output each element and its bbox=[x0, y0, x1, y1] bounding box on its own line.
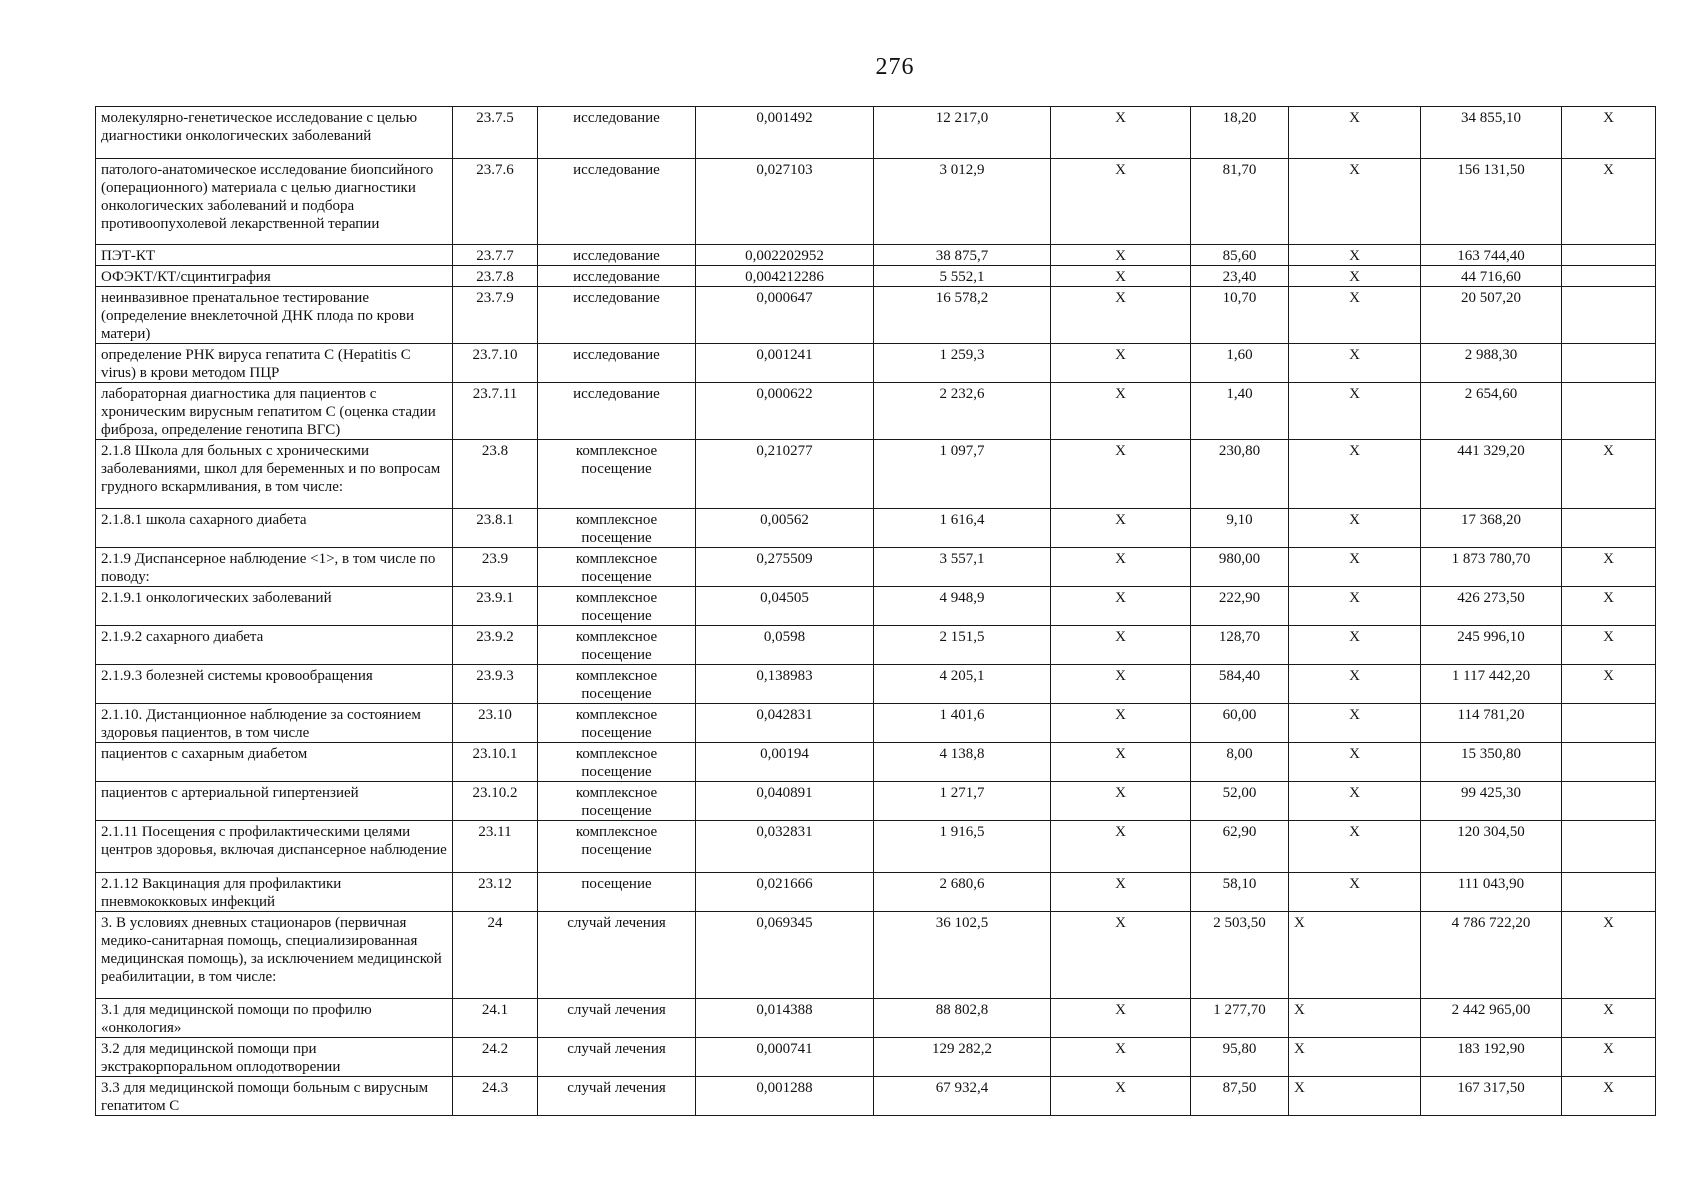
row-col9: 163 744,40 bbox=[1421, 245, 1562, 266]
row-col9: 111 043,90 bbox=[1421, 873, 1562, 912]
row-col6: X bbox=[1051, 743, 1191, 782]
row-col8: X bbox=[1289, 383, 1421, 440]
row-col8: X bbox=[1289, 782, 1421, 821]
row-col10 bbox=[1562, 344, 1656, 383]
row-col10: X bbox=[1562, 626, 1656, 665]
row-col6: X bbox=[1051, 912, 1191, 999]
row-col7: 81,70 bbox=[1191, 159, 1289, 245]
row-unit: посещение bbox=[538, 873, 696, 912]
row-col8: X bbox=[1289, 912, 1421, 999]
row-norm: 0,001288 bbox=[696, 1077, 874, 1116]
row-cost: 4 138,8 bbox=[874, 743, 1051, 782]
row-unit: случай лечения bbox=[538, 999, 696, 1038]
row-col6: X bbox=[1051, 509, 1191, 548]
row-col6: X bbox=[1051, 587, 1191, 626]
row-unit: исследование bbox=[538, 266, 696, 287]
row-cost: 67 932,4 bbox=[874, 1077, 1051, 1116]
row-col6: X bbox=[1051, 266, 1191, 287]
row-col7: 980,00 bbox=[1191, 548, 1289, 587]
row-col8: X bbox=[1289, 287, 1421, 344]
row-unit: исследование bbox=[538, 383, 696, 440]
table-row bbox=[96, 344, 1656, 383]
row-col7: 85,60 bbox=[1191, 245, 1289, 266]
row-col8: X bbox=[1289, 821, 1421, 873]
row-col10 bbox=[1562, 287, 1656, 344]
row-name: 2.1.8 Школа для больных с хроническими заболеваниями, школ для беременных и по вопросам грудного вскармливания, в том числе: bbox=[96, 440, 453, 509]
row-name: 3.3 для медицинской помощи больным с вирусным гепатитом С bbox=[96, 1077, 453, 1116]
row-col6: X bbox=[1051, 704, 1191, 743]
table-row bbox=[96, 999, 1656, 1038]
page-number: 276 bbox=[875, 54, 915, 80]
row-unit: исследование bbox=[538, 245, 696, 266]
row-col8: X bbox=[1289, 704, 1421, 743]
row-code: 24.2 bbox=[453, 1038, 538, 1077]
row-col9: 245 996,10 bbox=[1421, 626, 1562, 665]
row-code: 23.7.5 bbox=[453, 107, 538, 159]
row-col8: X bbox=[1289, 344, 1421, 383]
table-row bbox=[96, 626, 1656, 665]
row-name: 3.1 для медицинской помощи по профилю «онкология» bbox=[96, 999, 453, 1038]
table-row bbox=[96, 548, 1656, 587]
row-name: ОФЭКТ/КТ/сцинтиграфия bbox=[96, 266, 453, 287]
row-name: 2.1.9.1 онкологических заболеваний bbox=[96, 587, 453, 626]
row-unit: случай лечения bbox=[538, 912, 696, 999]
row-name: 2.1.9.3 болезней системы кровообращения bbox=[96, 665, 453, 704]
row-name: пациентов с артериальной гипертензией bbox=[96, 782, 453, 821]
row-col8: X bbox=[1289, 1077, 1421, 1116]
row-col9: 167 317,50 bbox=[1421, 1077, 1562, 1116]
row-cost: 2 151,5 bbox=[874, 626, 1051, 665]
row-norm: 0,210277 bbox=[696, 440, 874, 509]
row-unit: комплексное посещение bbox=[538, 821, 696, 873]
row-col9: 114 781,20 bbox=[1421, 704, 1562, 743]
row-unit: комплексное посещение bbox=[538, 782, 696, 821]
row-col9: 441 329,20 bbox=[1421, 440, 1562, 509]
table-row bbox=[96, 704, 1656, 743]
row-code: 24.3 bbox=[453, 1077, 538, 1116]
row-unit: комплексное посещение bbox=[538, 587, 696, 626]
row-unit: комплексное посещение bbox=[538, 665, 696, 704]
row-code: 23.10.2 bbox=[453, 782, 538, 821]
row-col6: X bbox=[1051, 287, 1191, 344]
row-unit: случай лечения bbox=[538, 1038, 696, 1077]
row-col7: 87,50 bbox=[1191, 1077, 1289, 1116]
row-col7: 128,70 bbox=[1191, 626, 1289, 665]
row-col10: X bbox=[1562, 1038, 1656, 1077]
row-col6: X bbox=[1051, 665, 1191, 704]
row-norm: 0,014388 bbox=[696, 999, 874, 1038]
row-col9: 20 507,20 bbox=[1421, 287, 1562, 344]
row-norm: 0,069345 bbox=[696, 912, 874, 999]
row-col9: 99 425,30 bbox=[1421, 782, 1562, 821]
row-cost: 1 271,7 bbox=[874, 782, 1051, 821]
row-col7: 18,20 bbox=[1191, 107, 1289, 159]
table-row bbox=[96, 1077, 1656, 1116]
row-col7: 58,10 bbox=[1191, 873, 1289, 912]
row-col9: 2 654,60 bbox=[1421, 383, 1562, 440]
row-col7: 95,80 bbox=[1191, 1038, 1289, 1077]
row-norm: 0,0598 bbox=[696, 626, 874, 665]
row-col8: X bbox=[1289, 548, 1421, 587]
table-row bbox=[96, 266, 1656, 287]
table-row bbox=[96, 782, 1656, 821]
row-name: 3.2 для медицинской помощи при экстракорпоральном оплодотворении bbox=[96, 1038, 453, 1077]
row-col6: X bbox=[1051, 821, 1191, 873]
row-col6: X bbox=[1051, 1077, 1191, 1116]
row-col8: X bbox=[1289, 999, 1421, 1038]
row-col10 bbox=[1562, 873, 1656, 912]
row-cost: 5 552,1 bbox=[874, 266, 1051, 287]
row-col8: X bbox=[1289, 665, 1421, 704]
norms-table bbox=[95, 106, 1656, 1116]
row-col9: 2 442 965,00 bbox=[1421, 999, 1562, 1038]
row-col10: X bbox=[1562, 107, 1656, 159]
row-col6: X bbox=[1051, 999, 1191, 1038]
row-col8: X bbox=[1289, 440, 1421, 509]
row-col8: X bbox=[1289, 159, 1421, 245]
row-col6: X bbox=[1051, 383, 1191, 440]
row-unit: комплексное посещение bbox=[538, 548, 696, 587]
row-name: 2.1.12 Вакцинация для профилактики пневмококковых инфекций bbox=[96, 873, 453, 912]
row-code: 23.9.1 bbox=[453, 587, 538, 626]
row-col7: 9,10 bbox=[1191, 509, 1289, 548]
row-name: 2.1.9 Диспансерное наблюдение <1>, в том числе по поводу: bbox=[96, 548, 453, 587]
row-col8: X bbox=[1289, 1038, 1421, 1077]
row-col7: 222,90 bbox=[1191, 587, 1289, 626]
row-col7: 1,40 bbox=[1191, 383, 1289, 440]
row-code: 23.8.1 bbox=[453, 509, 538, 548]
row-name: лабораторная диагностика для пациентов с хроническим вирусным гепатитом С (оценка стадии фиброза, определение генотипа ВГС) bbox=[96, 383, 453, 440]
row-code: 24.1 bbox=[453, 999, 538, 1038]
row-code: 23.7.11 bbox=[453, 383, 538, 440]
row-col9: 44 716,60 bbox=[1421, 266, 1562, 287]
row-col9: 34 855,10 bbox=[1421, 107, 1562, 159]
row-norm: 0,000741 bbox=[696, 1038, 874, 1077]
row-unit: исследование bbox=[538, 159, 696, 245]
table-row bbox=[96, 383, 1656, 440]
row-col8: X bbox=[1289, 107, 1421, 159]
row-col10: X bbox=[1562, 912, 1656, 999]
row-code: 23.9 bbox=[453, 548, 538, 587]
row-norm: 0,042831 bbox=[696, 704, 874, 743]
row-name: патолого-анатомическое исследование биопсийного (операционного) материала с целью диагностики онкологических заболеваний и подбора противоопухолевой лекарственной терапии bbox=[96, 159, 453, 245]
row-cost: 3 557,1 bbox=[874, 548, 1051, 587]
row-col7: 1 277,70 bbox=[1191, 999, 1289, 1038]
row-norm: 0,021666 bbox=[696, 873, 874, 912]
row-unit: комплексное посещение bbox=[538, 704, 696, 743]
row-unit: исследование bbox=[538, 107, 696, 159]
row-col7: 60,00 bbox=[1191, 704, 1289, 743]
row-col7: 8,00 bbox=[1191, 743, 1289, 782]
row-col8: X bbox=[1289, 743, 1421, 782]
row-col10 bbox=[1562, 743, 1656, 782]
row-col10 bbox=[1562, 266, 1656, 287]
row-col8: X bbox=[1289, 873, 1421, 912]
row-col10: X bbox=[1562, 665, 1656, 704]
row-col6: X bbox=[1051, 344, 1191, 383]
row-col8: X bbox=[1289, 509, 1421, 548]
row-col9: 4 786 722,20 bbox=[1421, 912, 1562, 999]
row-col7: 10,70 bbox=[1191, 287, 1289, 344]
row-unit: комплексное посещение bbox=[538, 440, 696, 509]
row-col10: X bbox=[1562, 440, 1656, 509]
row-col7: 62,90 bbox=[1191, 821, 1289, 873]
row-col6: X bbox=[1051, 873, 1191, 912]
row-code: 23.7.9 bbox=[453, 287, 538, 344]
row-col6: X bbox=[1051, 548, 1191, 587]
row-unit: случай лечения bbox=[538, 1077, 696, 1116]
row-cost: 129 282,2 bbox=[874, 1038, 1051, 1077]
row-unit: исследование bbox=[538, 287, 696, 344]
row-col10 bbox=[1562, 245, 1656, 266]
row-col10 bbox=[1562, 383, 1656, 440]
row-col9: 183 192,90 bbox=[1421, 1038, 1562, 1077]
row-norm: 0,04505 bbox=[696, 587, 874, 626]
row-col10 bbox=[1562, 782, 1656, 821]
row-name: определение РНК вируса гепатита С (Hepatitis C virus) в крови методом ПЦР bbox=[96, 344, 453, 383]
row-name: пациентов с сахарным диабетом bbox=[96, 743, 453, 782]
row-norm: 0,004212286 bbox=[696, 266, 874, 287]
row-code: 24 bbox=[453, 912, 538, 999]
row-name: 2.1.9.2 сахарного диабета bbox=[96, 626, 453, 665]
row-cost: 2 232,6 bbox=[874, 383, 1051, 440]
row-norm: 0,001241 bbox=[696, 344, 874, 383]
row-norm: 0,001492 bbox=[696, 107, 874, 159]
row-unit: комплексное посещение bbox=[538, 743, 696, 782]
row-col7: 23,40 bbox=[1191, 266, 1289, 287]
row-cost: 36 102,5 bbox=[874, 912, 1051, 999]
row-cost: 1 616,4 bbox=[874, 509, 1051, 548]
row-code: 23.7.10 bbox=[453, 344, 538, 383]
row-code: 23.10 bbox=[453, 704, 538, 743]
row-col6: X bbox=[1051, 1038, 1191, 1077]
row-col9: 2 988,30 bbox=[1421, 344, 1562, 383]
table-row bbox=[96, 159, 1656, 245]
row-col6: X bbox=[1051, 159, 1191, 245]
row-code: 23.7.7 bbox=[453, 245, 538, 266]
row-cost: 16 578,2 bbox=[874, 287, 1051, 344]
row-norm: 0,275509 bbox=[696, 548, 874, 587]
row-norm: 0,138983 bbox=[696, 665, 874, 704]
row-col9: 156 131,50 bbox=[1421, 159, 1562, 245]
row-col6: X bbox=[1051, 107, 1191, 159]
row-cost: 88 802,8 bbox=[874, 999, 1051, 1038]
row-col7: 2 503,50 bbox=[1191, 912, 1289, 999]
row-unit: комплексное посещение bbox=[538, 509, 696, 548]
table-row bbox=[96, 912, 1656, 999]
row-col9: 426 273,50 bbox=[1421, 587, 1562, 626]
row-col10 bbox=[1562, 509, 1656, 548]
row-name: неинвазивное пренатальное тестирование (определение внеклеточной ДНК плода по крови матери) bbox=[96, 287, 453, 344]
row-norm: 0,00562 bbox=[696, 509, 874, 548]
row-col10: X bbox=[1562, 587, 1656, 626]
row-code: 23.8 bbox=[453, 440, 538, 509]
row-name: 2.1.11 Посещения с профилактическими целями центров здоровья, включая диспансерное наблюдение bbox=[96, 821, 453, 873]
table-row bbox=[96, 440, 1656, 509]
row-cost: 1 401,6 bbox=[874, 704, 1051, 743]
row-col8: X bbox=[1289, 266, 1421, 287]
row-cost: 1 916,5 bbox=[874, 821, 1051, 873]
row-code: 23.9.2 bbox=[453, 626, 538, 665]
row-norm: 0,002202952 bbox=[696, 245, 874, 266]
row-cost: 2 680,6 bbox=[874, 873, 1051, 912]
row-cost: 4 948,9 bbox=[874, 587, 1051, 626]
row-col9: 120 304,50 bbox=[1421, 821, 1562, 873]
row-unit: исследование bbox=[538, 344, 696, 383]
row-col9: 1 873 780,70 bbox=[1421, 548, 1562, 587]
row-cost: 3 012,9 bbox=[874, 159, 1051, 245]
row-col9: 15 350,80 bbox=[1421, 743, 1562, 782]
table-row bbox=[96, 665, 1656, 704]
table-row bbox=[96, 1038, 1656, 1077]
row-col8: X bbox=[1289, 245, 1421, 266]
row-col7: 584,40 bbox=[1191, 665, 1289, 704]
row-cost: 1 097,7 bbox=[874, 440, 1051, 509]
row-code: 23.7.8 bbox=[453, 266, 538, 287]
table-row bbox=[96, 509, 1656, 548]
row-col8: X bbox=[1289, 626, 1421, 665]
row-norm: 0,040891 bbox=[696, 782, 874, 821]
row-code: 23.9.3 bbox=[453, 665, 538, 704]
row-col10 bbox=[1562, 821, 1656, 873]
row-col7: 52,00 bbox=[1191, 782, 1289, 821]
table-row bbox=[96, 743, 1656, 782]
table-row bbox=[96, 107, 1656, 159]
row-norm: 0,00194 bbox=[696, 743, 874, 782]
row-col8: X bbox=[1289, 587, 1421, 626]
row-name: 3. В условиях дневных стационаров (первичная медико-санитарная помощь, специализированная медицинская помощь), за исключением медицинской реабилитации, в том числе: bbox=[96, 912, 453, 999]
row-col10: X bbox=[1562, 1077, 1656, 1116]
row-norm: 0,000647 bbox=[696, 287, 874, 344]
row-col7: 230,80 bbox=[1191, 440, 1289, 509]
row-cost: 4 205,1 bbox=[874, 665, 1051, 704]
row-col6: X bbox=[1051, 245, 1191, 266]
row-cost: 38 875,7 bbox=[874, 245, 1051, 266]
row-col10: X bbox=[1562, 159, 1656, 245]
table-row bbox=[96, 587, 1656, 626]
table-row bbox=[96, 245, 1656, 266]
row-cost: 1 259,3 bbox=[874, 344, 1051, 383]
row-code: 23.7.6 bbox=[453, 159, 538, 245]
row-col7: 1,60 bbox=[1191, 344, 1289, 383]
row-col10: X bbox=[1562, 548, 1656, 587]
table-row bbox=[96, 287, 1656, 344]
row-col10 bbox=[1562, 704, 1656, 743]
row-code: 23.10.1 bbox=[453, 743, 538, 782]
row-col6: X bbox=[1051, 626, 1191, 665]
row-col10: X bbox=[1562, 999, 1656, 1038]
row-col6: X bbox=[1051, 440, 1191, 509]
row-name: 2.1.10. Дистанционное наблюдение за состоянием здоровья пациентов, в том числе bbox=[96, 704, 453, 743]
row-name: ПЭТ-КТ bbox=[96, 245, 453, 266]
row-norm: 0,032831 bbox=[696, 821, 874, 873]
row-col6: X bbox=[1051, 782, 1191, 821]
row-name: 2.1.8.1 школа сахарного диабета bbox=[96, 509, 453, 548]
row-col9: 1 117 442,20 bbox=[1421, 665, 1562, 704]
row-name: молекулярно-генетическое исследование с целью диагностики онкологических заболеваний bbox=[96, 107, 453, 159]
row-code: 23.12 bbox=[453, 873, 538, 912]
row-cost: 12 217,0 bbox=[874, 107, 1051, 159]
table-row bbox=[96, 821, 1656, 873]
row-code: 23.11 bbox=[453, 821, 538, 873]
table-row bbox=[96, 873, 1656, 912]
row-col9: 17 368,20 bbox=[1421, 509, 1562, 548]
row-unit: комплексное посещение bbox=[538, 626, 696, 665]
row-norm: 0,000622 bbox=[696, 383, 874, 440]
row-norm: 0,027103 bbox=[696, 159, 874, 245]
